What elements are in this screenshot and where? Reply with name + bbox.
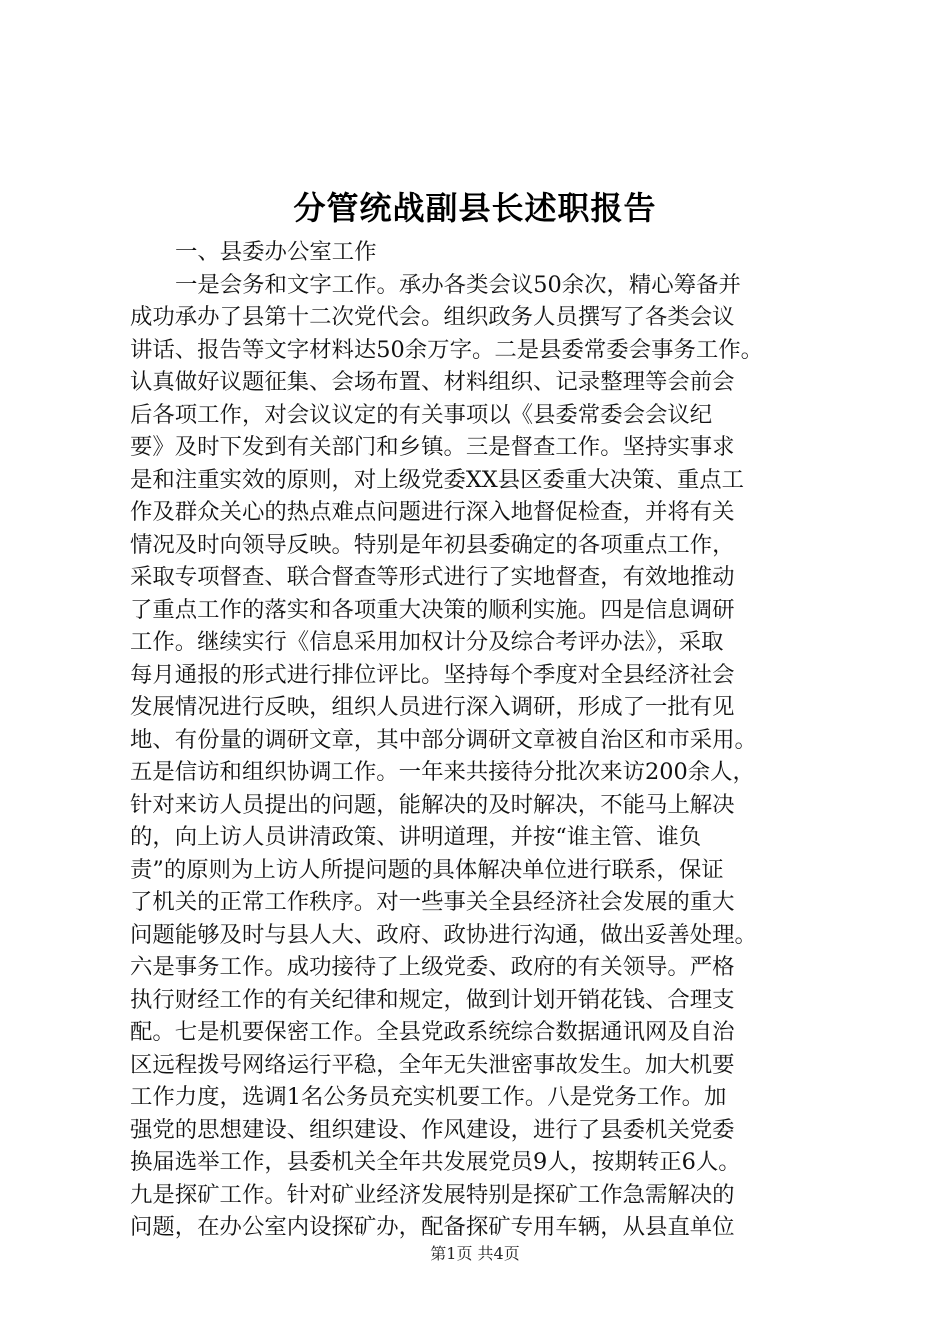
- paragraph-line: 的，向上访人员讲清政策、讲明道理，并按“谁主管、谁负: [130, 824, 702, 850]
- paragraph-line: 五是信访和组织协调工作。一年来共接待分批次来访200余人，: [130, 759, 755, 785]
- paragraph-line: 了重点工作的落实和各项重大决策的顺利实施。四是信息调研: [130, 596, 735, 623]
- paragraph-line: 针对来访人员提出的问题，能解决的及时解决，不能马上解决: [130, 791, 735, 818]
- paragraph-line: 要》及时下发到有关部门和乡镇。三是督查工作。坚持实事求: [130, 434, 735, 460]
- paragraph-line: 后各项工作，对会议议定的有关事项以《县委常委会会议纪: [130, 401, 713, 428]
- page-number: 第1页 共4页: [430, 1244, 520, 1263]
- paragraph-line: 作及群众关心的热点难点问题进行深入地督促检查，并将有关: [130, 499, 735, 525]
- paragraph-line: 认真做好议题征集、会场布置、材料组织、记录整理等会前会: [130, 369, 735, 395]
- paragraph-line: 问题，在办公室内设探矿办，配备探矿专用车辆，从县直单位: [130, 1214, 735, 1240]
- paragraph-line: 配。七是机要保密工作。全县党政系统综合数据通讯网及自治: [130, 1019, 735, 1045]
- paragraph-line: 地、有份量的调研文章，其中部分调研文章被自治区和市采用。: [130, 726, 757, 753]
- paragraph-line: 九是探矿工作。针对矿业经济发展特别是探矿工作急需解决的: [130, 1181, 735, 1208]
- paragraph-line: 强党的思想建设、组织建设、作风建设，进行了县委机关党委: [130, 1116, 735, 1143]
- paragraph-line: 了机关的正常工作秩序。对一些事关全县经济社会发展的重大: [130, 889, 735, 915]
- paragraph-line: 一是会务和文字工作。承办各类会议50余次，精心筹备并: [175, 271, 741, 298]
- document-body: [130, 236, 842, 1244]
- document-title: 分管统战副县长述职报告: [293, 189, 657, 227]
- section-heading: 一、县委办公室工作: [175, 239, 377, 265]
- paragraph-line: 工作力度，选调1名公务员充实机要工作。八是党务工作。加: [130, 1084, 727, 1110]
- paragraph-line: 责”的原则为上访人所提问题的具体解决单位进行联系，保证: [130, 856, 724, 883]
- paragraph-line: 执行财经工作的有关纪律和规定，做到计划开销花钱、合理支: [130, 986, 735, 1013]
- paragraph-line: 采取专项督查、联合督查等形式进行了实地督查，有效地推动: [130, 564, 735, 590]
- paragraph-line: 每月通报的形式进行排位评比。坚持每个季度对全县经济社会: [130, 661, 735, 688]
- paragraph-line: 发展情况进行反映，组织人员进行深入调研，形成了一批有见: [130, 694, 735, 720]
- paragraph-line: 讲话、报告等文字材料达50余万字。二是县委常委会事务工作。: [130, 336, 764, 363]
- paragraph-line: 情况及时向领导反映。特别是年初县委确定的各项重点工作，: [130, 531, 735, 558]
- paragraph-line: 问题能够及时与县人大、政府、政协进行沟通，做出妥善处理。: [130, 921, 757, 948]
- paragraph-line: 成功承办了县第十二次党代会。组织政务人员撰写了各类会议: [130, 304, 735, 330]
- paragraph-line: 是和注重实效的原则，对上级党委XX县区委重大决策、重点工: [130, 466, 745, 493]
- paragraph-line: 换届选举工作，县委机关全年共发展党员9人，按期转正6人。: [130, 1149, 741, 1175]
- paragraph-line: 六是事务工作。成功接待了上级党委、政府的有关领导。严格: [130, 954, 735, 980]
- paragraph-line: 工作。继续实行《信息采用加权计分及综合考评办法》，采取: [130, 629, 724, 655]
- paragraph-line: 区远程拨号网络运行平稳，全年无失泄密事故发生。加大机要: [130, 1051, 735, 1078]
